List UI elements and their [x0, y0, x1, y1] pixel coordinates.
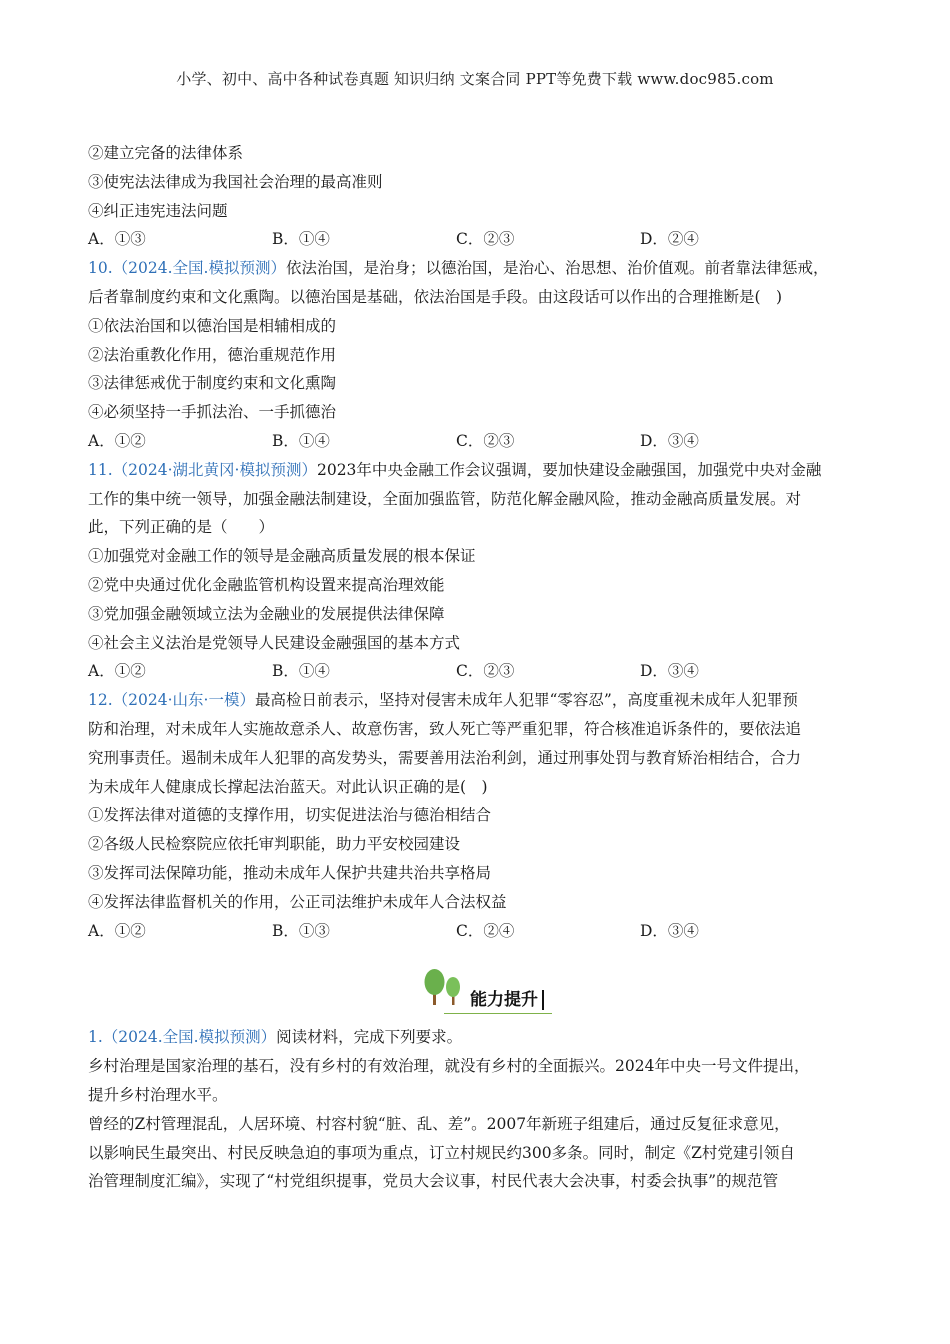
choice-item: ①依法治国和以德治国是相辅相成的	[88, 316, 337, 335]
choice-item: ④社会主义法治是党领导人民建设金融强国的基本方式	[88, 633, 461, 652]
option-c: C．②③	[456, 662, 515, 681]
option-b: B．①④	[272, 662, 330, 681]
choice-item: ②建立完备的法律体系	[88, 144, 244, 162]
choice-item: ④纠正违宪违法问题	[88, 201, 228, 220]
question-number: 11.	[88, 460, 113, 479]
option-b: B．①④	[272, 230, 330, 249]
stem-text: 阅读材料，完成下列要求。	[276, 1028, 463, 1047]
choice-item: ②各级人民检察院应依托审判职能，助力平安校园建设	[88, 835, 461, 854]
question-12	[88, 686, 878, 945]
stem-text: 最高检日前表示，坚持对侵害未成年人犯罪“零容忍”，高度重视未成年人犯罪预	[254, 691, 798, 710]
option-c: C．②③	[456, 431, 515, 450]
tree-icon	[422, 968, 464, 1010]
option-a: A．①③	[88, 230, 146, 249]
question-stem	[88, 686, 878, 715]
choice-item: ③发挥司法保障功能，推动未成年人保护共建共治共享格局	[88, 863, 492, 882]
question-stem	[88, 1023, 878, 1052]
question-source: （2024.全国.模拟预测）	[112, 259, 286, 278]
option-d: D．③④	[640, 431, 699, 450]
option-a: A．①②	[88, 662, 146, 681]
answer-options	[88, 225, 878, 254]
choice-item: ④必须坚持一手抓法治、一手抓德治	[88, 403, 337, 422]
stem-text: 此，下列正确的是（ ）	[88, 518, 275, 537]
material-text: 以影响民生最突出、村民反映急迫的事项为重点，订立村规民约300多条。同时，制定《Z村党建引领自	[88, 1143, 795, 1162]
question-11	[88, 456, 878, 686]
page-header: 小学、初中、高中各种试卷真题 知识归纳 文案合同 PPT等免费下载 www.doc985.com	[176, 70, 774, 88]
stem-text: 2023年中央金融工作会议强调，要加快建设金融强国，加强党中央对金融	[316, 460, 822, 479]
stem-text: 究刑事责任。遏制未成年人犯罪的高发势头，需要善用法治利剑，通过刑事处罚与教育矫治相结合，合力	[88, 748, 802, 767]
option-c: C．②④	[456, 921, 515, 940]
option-c: C．②③	[456, 230, 515, 249]
stem-text: 工作的集中统一领导，加强金融法制建设，全面加强监管，防范化解金融风险，推动金融高质量发展。对	[88, 489, 802, 508]
answer-options	[88, 427, 878, 456]
question-source: （2024.全国.模拟预测）	[102, 1028, 277, 1047]
option-d: D．②④	[640, 230, 699, 249]
choice-item: ①发挥法律对道德的支撑作用，切实促进法治与德治相结合	[88, 806, 492, 825]
section-banner	[88, 967, 878, 1011]
question-9-tail	[88, 139, 878, 254]
material-text: 乡村治理是国家治理的基石，没有乡村的有效治理，就没有乡村的全面振兴。2024年中央一号文件提出，	[88, 1057, 810, 1076]
answer-options	[88, 917, 878, 946]
stem-text: 防和治理，对未成年人实施故意杀人、故意伤害，致人死亡等严重犯罪，符合核准追诉条件的，要依法追	[88, 719, 802, 738]
choice-item: ③党加强金融领域立法为金融业的发展提供法律保障	[88, 604, 445, 623]
choice-item: ④发挥法律监督机关的作用，公正司法维护未成年人合法权益	[88, 892, 507, 911]
material-text: 曾经的Z村管理混乱，人居环境、村容村貌“脏、乱、差”。2007年新班子组建后，通过反复征求意见，	[88, 1114, 790, 1133]
section-banner-inner	[422, 968, 544, 1010]
section-title: 能力提升	[470, 990, 544, 1010]
option-a: A．①②	[88, 921, 146, 940]
question-source: （2024·山东·一模）	[112, 691, 255, 710]
answer-options	[88, 657, 878, 686]
stem-text: 依法治国，是治身；以德治国，是治心、治思想、治价值观。前者靠法律惩戒，	[285, 259, 829, 278]
option-d: D．③④	[640, 662, 699, 681]
option-d: D．③④	[640, 921, 699, 940]
choice-item: ③法律惩戒优于制度约束和文化熏陶	[88, 374, 337, 393]
question-stem	[88, 254, 878, 283]
choice-item: ②法治重教化作用，德治重规范作用	[88, 345, 337, 364]
material-text: 提升乡村治理水平。	[88, 1085, 228, 1104]
stem-text: 为未成年人健康成长撑起法治蓝天。对此认识正确的是( )	[88, 777, 488, 796]
option-b: B．①③	[272, 921, 330, 940]
option-a: A．①②	[88, 431, 146, 450]
question-stem	[88, 456, 878, 485]
question-source: （2024·湖北黄冈·模拟预测）	[112, 460, 317, 479]
question-number: 1.	[88, 1028, 103, 1047]
document-body	[88, 139, 878, 1196]
problem-1	[88, 1023, 878, 1196]
material-text: 治管理制度汇编》，实现了“村党组织提事，党员大会议事，村民代表大会决事，村委会执事”的规范管	[88, 1172, 779, 1191]
choice-item: ②党中央通过优化金融监管机构设置来提高治理效能	[88, 575, 445, 594]
question-number: 12.	[88, 691, 113, 710]
stem-text: 后者靠制度约束和文化熏陶。以德治国是基础，依法治国是手段。由这段话可以作出的合理推断是( )	[88, 287, 783, 306]
banner-underline	[444, 1013, 552, 1014]
choice-item: ①加强党对金融工作的领导是金融高质量发展的根本保证	[88, 547, 476, 566]
question-number: 10.	[88, 259, 113, 278]
choice-item: ③使宪法法律成为我国社会治理的最高准则	[88, 172, 383, 191]
question-10	[88, 254, 878, 456]
option-b: B．①④	[272, 431, 330, 450]
